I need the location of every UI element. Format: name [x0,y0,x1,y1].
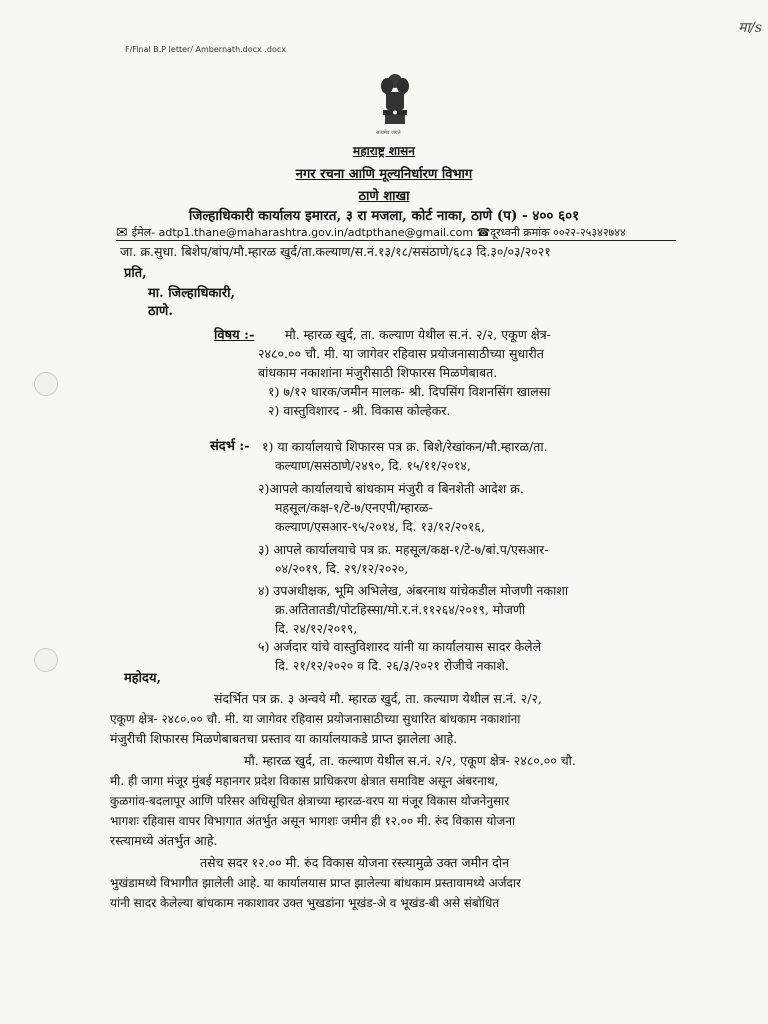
body-line: भागशः रहिवास वापर विभागात अंतर्भुत असून भागशः जमीन ही १२.०० मी. रुंद विकास योजना [110,814,516,828]
state-emblem-icon [378,72,412,134]
government-name: महाराष्ट्र शासन [353,144,415,158]
subject-label: विषय :- [214,328,255,343]
envelope-icon: ✉ [116,225,128,241]
reference-line: ४) उपअधीक्षक, भूमि अभिलेख, अंबरनाथ यांचेकडील मोजणी नकाशा [258,583,569,598]
body-line: यांनी सादर केलेल्या बांधकाम नकाशावर उक्त भुखडांना भूखंड-अे व भूखंड-बी असे संबोधित [110,896,500,910]
reference-line: २)आपले कार्यालयाचे बांधकाम मंजुरी व बिनशेती आदेश क्र. [258,481,524,496]
branch-name: ठाणे शाखा [358,189,410,204]
subject-line: मौ. म्हारळ खुर्द, ता. कल्याण येथील स.नं. २/२, एकूण क्षेत्र- [285,327,551,342]
reference-line: क्र.अतितातडी/पोटहिस्सा/मो.र.नं.११२६४/२०१९, मोजणी [275,602,526,617]
emblem-motto: सत्यमेव जयते [376,130,401,136]
reference-line: दि. २१/१२/२०२० व दि. २६/३/२०२१ रोजीचे नकाशे. [275,658,509,673]
salutation: महोदय, [124,671,162,686]
recipient-title: मा. जिल्हाधिकारी, [148,286,236,301]
reference-line: ३) आपले कार्यालयाचे पत्र क्र. महसूल/कक्ष-१/टे-७/बां.प/एसआर- [258,542,549,557]
handwritten-mark: मा/s [738,20,762,36]
references-label: संदर्भ :- [210,439,250,454]
body-line: रस्त्यामध्ये अंतर्भुत आहे. [110,833,218,848]
body-line: मौ. म्हारळ खुर्द, ता. कल्याण येथील स.नं. २/२, एकूण क्षेत्र- २४८०.०० चौ. [244,753,576,768]
recipient-place: ठाणे. [148,304,173,319]
punch-hole [34,648,58,672]
contact-line [116,225,626,241]
reference-number-line: जा. क्र.सुधा. बिशेप/बांप/मौ.म्हारळ खुर्द/ता.कल्याण/स.नं.१३/१८/ससंठाणे/६८३ दि.३०/०३/२०२१ [120,244,551,259]
reference-line: कल्याण/एसआर-९५/२०१४, दि. १३/१२/२०१६, [275,519,485,534]
reference-line: कल्याण/ससंठाणे/२४९०, दि. १५/११/२०१४, [275,458,471,473]
reference-line: महसूल/कक्ष-१/टे-७/एनएपी/म्हारळ- [275,500,433,515]
subject-line: २) वास्तुविशारद - श्री. विकास कोल्हेकर. [268,403,451,418]
contact-text: ईमेल- adtp1.thane@maharashtra.gov.in/adtpthane@gmail.com ☎दूरध्वनी क्रमांक ००२२-२५३४२७४४ [131,226,626,239]
department-name: नगर रचना आणि मूल्यनिर्धारण विभाग [295,167,473,182]
body-line: कुळगांव-बदलापूर आणि परिसर अधिसूचित क्षेत्राच्या म्हारळ-वरप या मंजूर विकास योजनेनुसार [110,794,510,808]
punch-hole [34,372,58,396]
recipient-prefix: प्रति, [124,266,147,281]
body-line: मी. ही जागा मंजूर मुंबई महानगर प्रदेश विकास प्राधिकरण क्षेत्रात समाविष्ट असून अंबरनाथ, [110,774,499,788]
body-line: एकूण क्षेत्र- २४८०.०० चौ. मी. या जागेवर रहिवास प्रयोजनासाठीच्या सुधारित बांधकाम नकाशांना [110,712,521,726]
header-divider [116,240,676,241]
reference-line: ५) अर्जदार यांचे वास्तुविशारद यांनी या कार्यालयास सादर केलेले [258,639,542,654]
subject-line: बांधकाम नकाशांना मंजुरीसाठी शिफारस मिळणेबाबत. [258,365,498,380]
subject-line: १) ७/१२ धारक/जमीन मालक- श्री. दिपसिंग विशनसिंग खालसा [268,384,551,399]
body-line: भुखंडामध्ये विभागीत झालेली आहे. या कार्यालयास प्राप्त झालेल्या बांधकाम प्रस्तावामध्ये अर्जदार [110,876,521,890]
body-line: मंजुरीची शिफारस मिळणेबाबतचा प्रस्ताव या कार्यालयाकडे प्राप्त झालेला आहे. [110,731,458,746]
reference-line: १) या कार्यालयाचे शिफारस पत्र क्र. बिशे/रेखांकन/मौ.म्हारळ/ता. [262,439,548,454]
subject-line: २४८०.०० चौ. मी. या जागेवर रहिवास प्रयोजनासाठीच्या सुधारीत [258,346,544,361]
body-line: संदर्भित पत्र क्र. ३ अन्वये मौ. म्हारळ खुर्द, ता. कल्याण येथील स.नं. २/२, [214,691,542,706]
file-path-label: F/Final B.P letter/ Ambernath.docx .docx [125,45,286,54]
body-line: तसेच सदर १२.०० मी. रुंद विकास योजना रस्त्यामुळे उक्त जमीन दोन [200,855,510,870]
reference-line: दि. २४/१२/२०१९, [275,621,358,636]
office-address: जिल्हाधिकारी कार्यालय इमारत, ३ रा मजला, कोर्ट नाका, ठाणे (प) - ४०० ६०१ [188,208,580,224]
reference-line: ०४/२०१९, दि. २९/१२/२०२०, [275,561,409,576]
